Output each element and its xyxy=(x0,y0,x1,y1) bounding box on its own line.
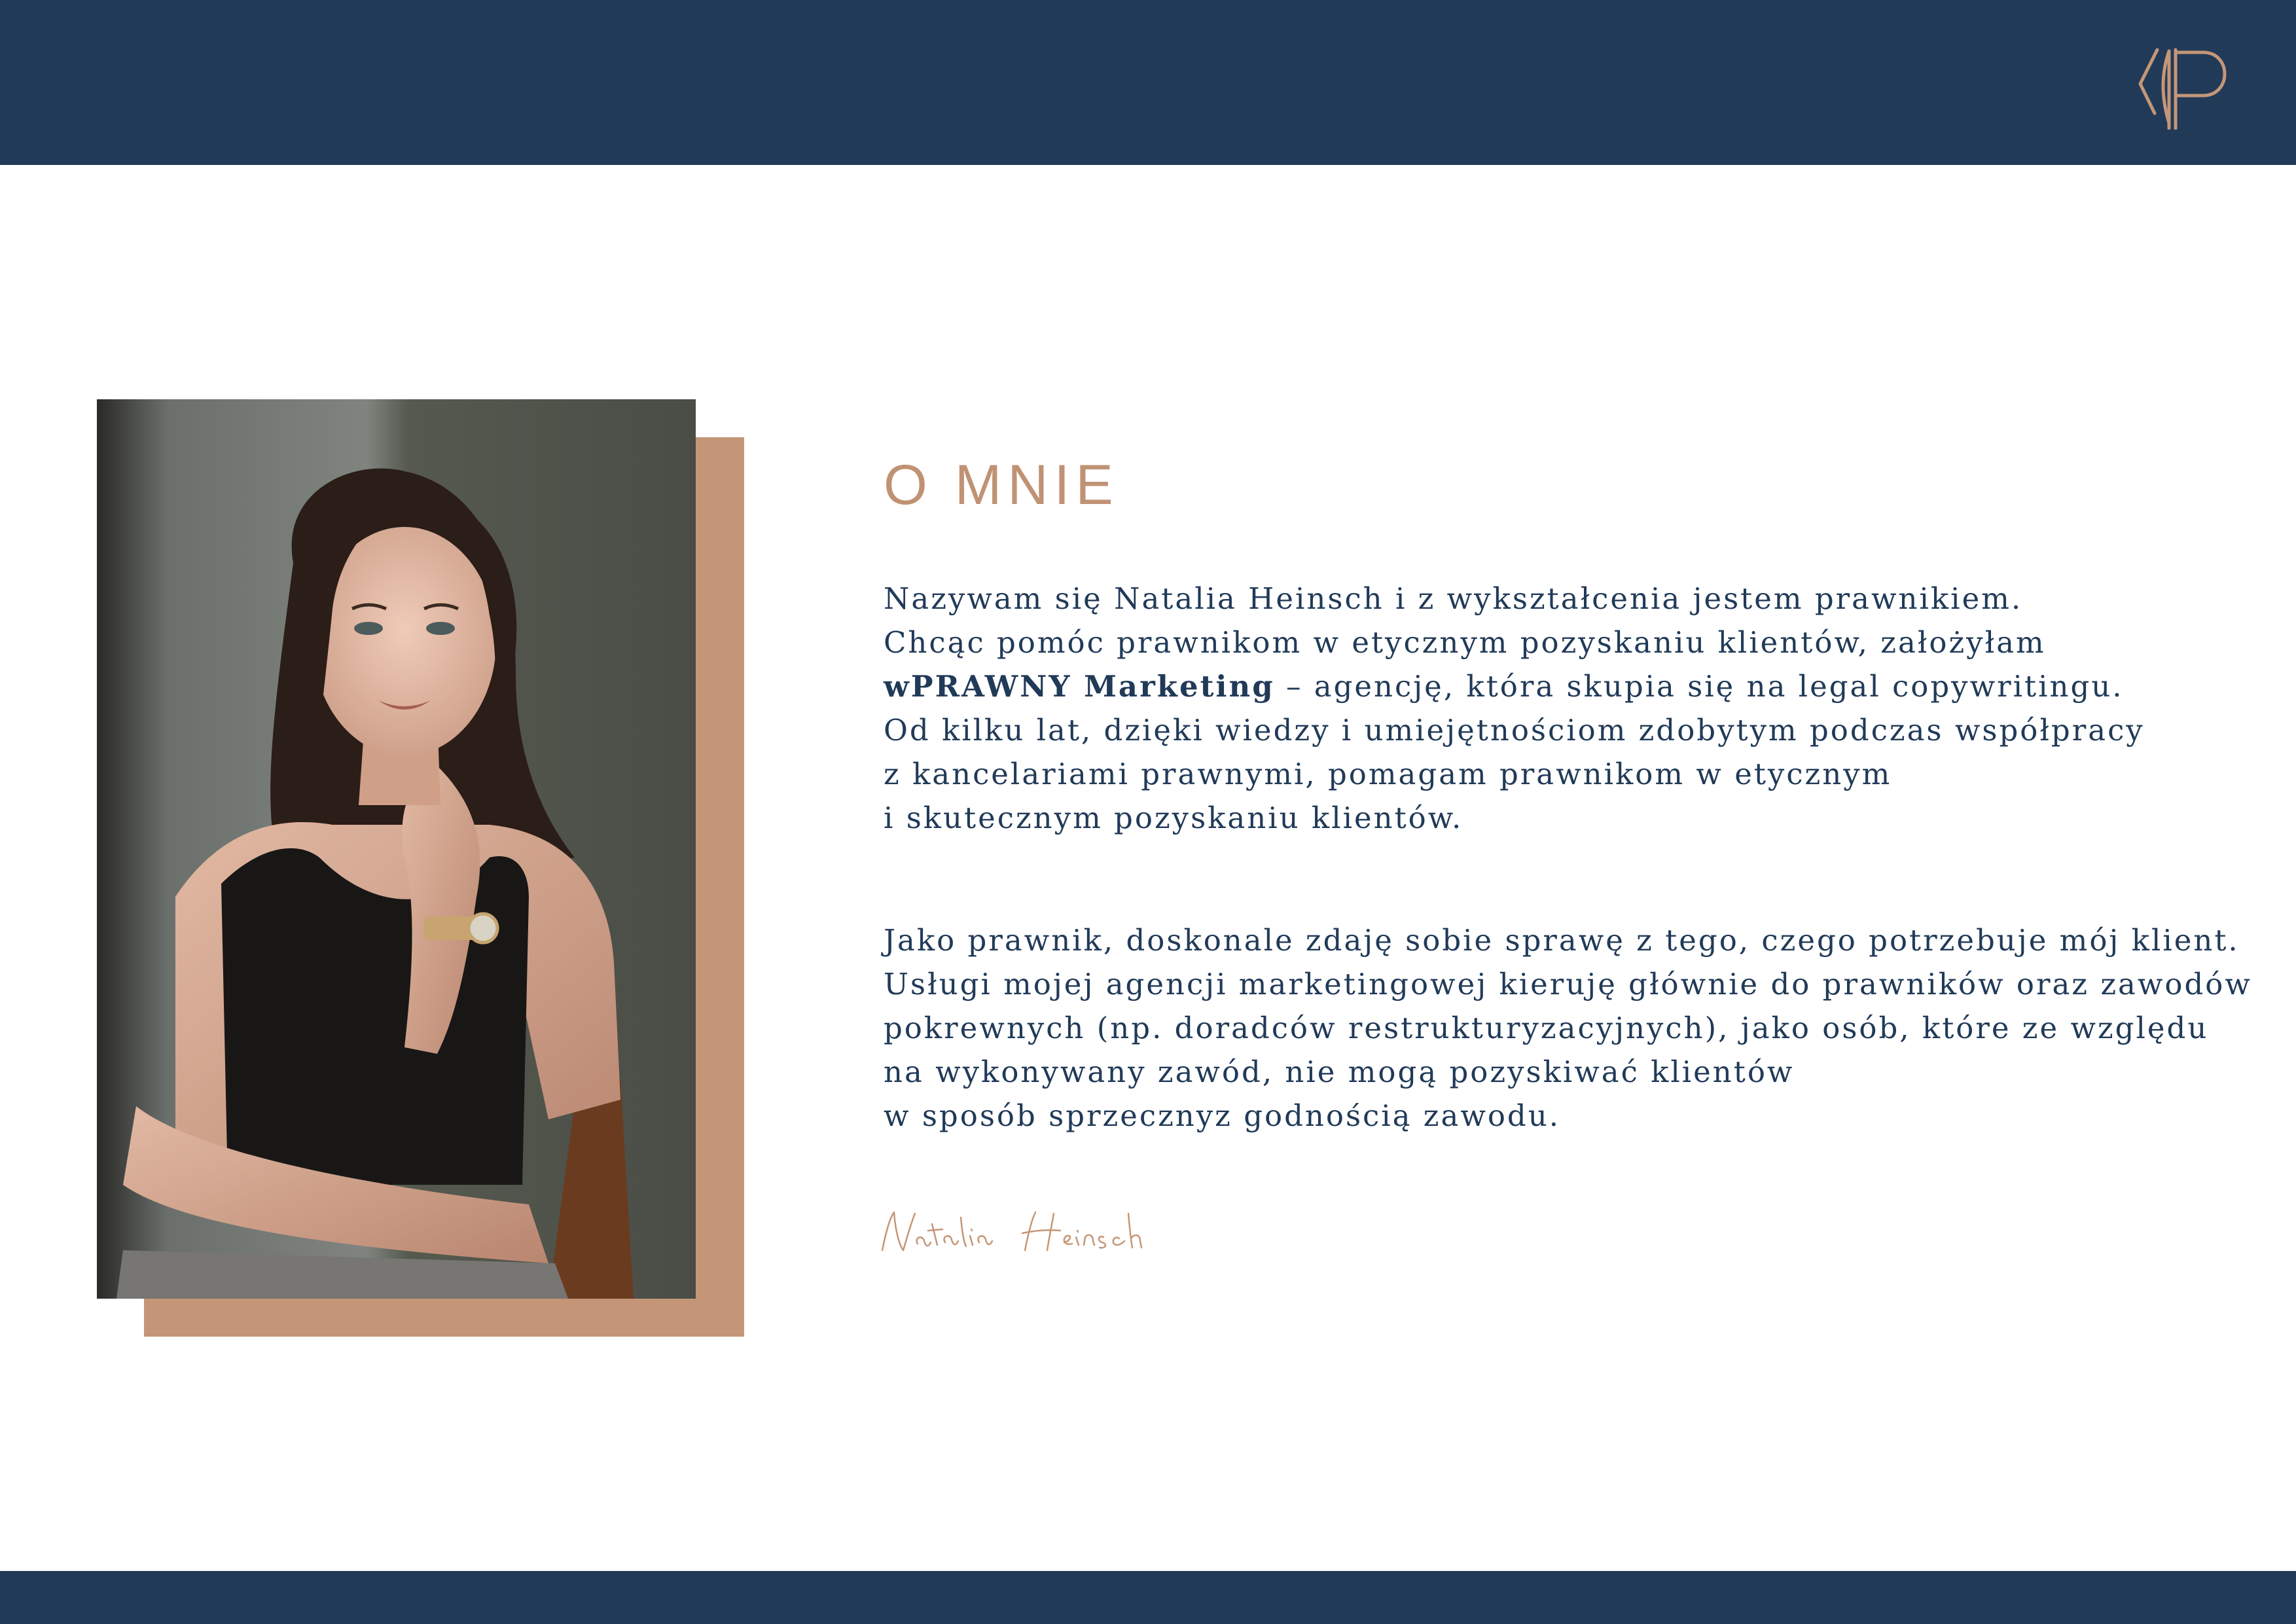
text-line: Chcąc pomóc prawnikom w etycznym pozyskaniu klientów, założyłam xyxy=(884,625,2046,660)
text-line: na wykonywany zawód, nie mogą pozyskiwać klientów xyxy=(884,1055,1795,1090)
portrait-photo xyxy=(97,399,696,1299)
wp-monogram-icon xyxy=(2135,45,2240,130)
text-line: w sposób sprzecznyz godnością zawodu. xyxy=(884,1098,1561,1134)
footer-bar xyxy=(0,1571,2296,1624)
text-line: Nazywam się Natalia Heinsch i z wykształcenia jestem prawnikiem. xyxy=(884,581,2023,617)
text-line: Od kilku lat, dzięki wiedzy i umiejętnościom zdobytym podczas współpracy xyxy=(884,713,2145,748)
signature-image xyxy=(877,1204,1191,1263)
agency-description: – agencję, która skupia się na legal copywritingu. xyxy=(1274,669,2124,704)
intro-paragraph xyxy=(884,577,2225,840)
text-line: Usługi mojej agencji marketingowej kieruję głównie do prawników oraz zawodów xyxy=(884,967,2252,1002)
text-line xyxy=(884,664,2225,708)
about-content xyxy=(884,452,2252,1138)
services-paragraph xyxy=(884,918,2252,1138)
page-title: O MNIE xyxy=(884,454,1119,516)
text-line: Jako prawnik, doskonale zdaję sobie sprawę z tego, czego potrzebuje mój klient. xyxy=(884,923,2240,958)
agency-name: wPRAWNY Marketing xyxy=(884,669,1275,704)
text-line: z kancelariami prawnymi, pomagam prawnikom w etycznym xyxy=(884,757,1892,792)
header-bar xyxy=(0,0,2296,165)
text-line: pokrewnych (np. doradców restrukturyzacyjnych), jako osób, które ze względu xyxy=(884,1011,2209,1046)
text-line: i skutecznym pozyskaniu klientów. xyxy=(884,801,1463,836)
